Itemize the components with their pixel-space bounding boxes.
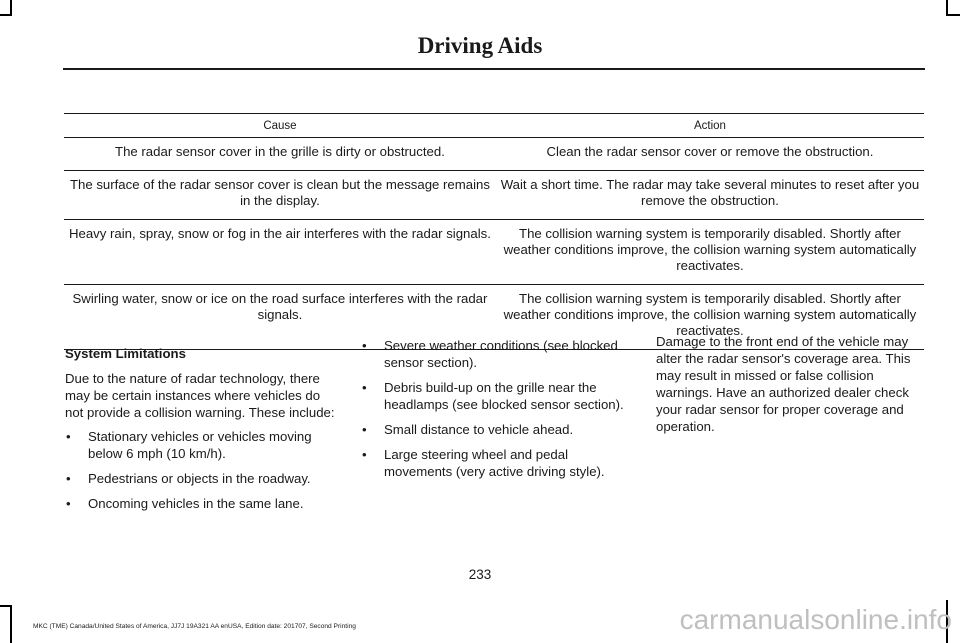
bullet-icon: • bbox=[66, 496, 71, 511]
text-column-1 bbox=[65, 338, 338, 520]
footer-text: MKC (TME) Canada/United States of America, JJ7J 19A321 AA enUSA, Edition date: 201707, Second Printing bbox=[33, 623, 356, 630]
bullet-list bbox=[65, 428, 338, 512]
bullet-icon: • bbox=[66, 471, 71, 486]
crop-mark bbox=[10, 605, 12, 643]
table-cell-action: Clean the radar sensor cover or remove the obstruction. bbox=[496, 138, 924, 171]
list-item: • Debris build-up on the grille near the headlamps (see blocked sensor section). bbox=[362, 380, 624, 412]
table-cell-cause: Swirling water, snow or ice on the road surface interferes with the radar signals. bbox=[64, 285, 496, 350]
bullet-icon: • bbox=[362, 422, 367, 437]
list-item: • Oncoming vehicles in the same lane. bbox=[66, 496, 304, 511]
table-cell-action: Wait a short time. The radar may take several minutes to reset after you remove the obstruction. bbox=[496, 171, 924, 220]
list-item: • Large steering wheel and pedal movements (very active driving style). bbox=[362, 447, 605, 479]
list-item: • Severe weather conditions (see blocked sensor section). bbox=[362, 338, 618, 370]
list-item: • Small distance to vehicle ahead. bbox=[362, 422, 574, 437]
table-row bbox=[64, 220, 924, 285]
table-cell-action: The collision warning system is temporarily disabled. Shortly after weather conditions improve, the collision warning system automatically reactivates. bbox=[496, 220, 924, 285]
table-header-row bbox=[64, 114, 924, 138]
cause-action-table bbox=[64, 113, 924, 350]
page-title: Driving Aids bbox=[417, 33, 543, 58]
table-cell-cause: Heavy rain, spray, snow or fog in the air interferes with the radar signals. bbox=[64, 220, 496, 285]
watermark[interactable]: carmanualsonline.info bbox=[679, 604, 952, 635]
crop-mark bbox=[946, 0, 948, 14]
page-number: 233 bbox=[468, 567, 492, 582]
table-row bbox=[64, 171, 924, 220]
text-column-2 bbox=[361, 337, 634, 488]
header-rule bbox=[63, 68, 925, 70]
closing-paragraph: Damage to the front end of the vehicle may alter the radar sensor's coverage area. This may result in missed or false collision warnings. Have an authorized dealer check your radar sensor for proper coverage and operation. bbox=[656, 334, 911, 434]
list-item: • Pedestrians or objects in the roadway. bbox=[66, 471, 311, 486]
bullet-icon: • bbox=[66, 429, 71, 444]
table-cell-action: The collision warning system is temporarily disabled. Shortly after weather conditions improve, the collision warning system automatically reactivates. bbox=[496, 285, 924, 350]
table-cell-cause: The surface of the radar sensor cover is clean but the message remains in the display. bbox=[64, 171, 496, 220]
bullet-icon: • bbox=[362, 338, 367, 353]
crop-mark bbox=[0, 605, 12, 607]
bullet-icon: • bbox=[362, 447, 367, 462]
column-header-cause: Cause bbox=[64, 114, 496, 138]
crop-mark bbox=[10, 0, 12, 14]
intro-paragraph: Due to the nature of radar technology, there may be certain instances where vehicles do not provide a collision warning. These include: bbox=[65, 371, 335, 420]
bullet-list bbox=[361, 337, 634, 480]
text-column-3 bbox=[656, 333, 929, 442]
table-row bbox=[64, 138, 924, 171]
list-item: • Stationary vehicles or vehicles moving below 6 mph (10 km/h). bbox=[66, 429, 312, 461]
column-header-action: Action bbox=[496, 114, 924, 138]
bullet-icon: • bbox=[362, 380, 367, 395]
section-heading: System Limitations bbox=[65, 346, 186, 361]
crop-mark bbox=[0, 14, 12, 16]
crop-mark bbox=[946, 14, 960, 16]
table-cell-cause: The radar sensor cover in the grille is dirty or obstructed. bbox=[64, 138, 496, 171]
